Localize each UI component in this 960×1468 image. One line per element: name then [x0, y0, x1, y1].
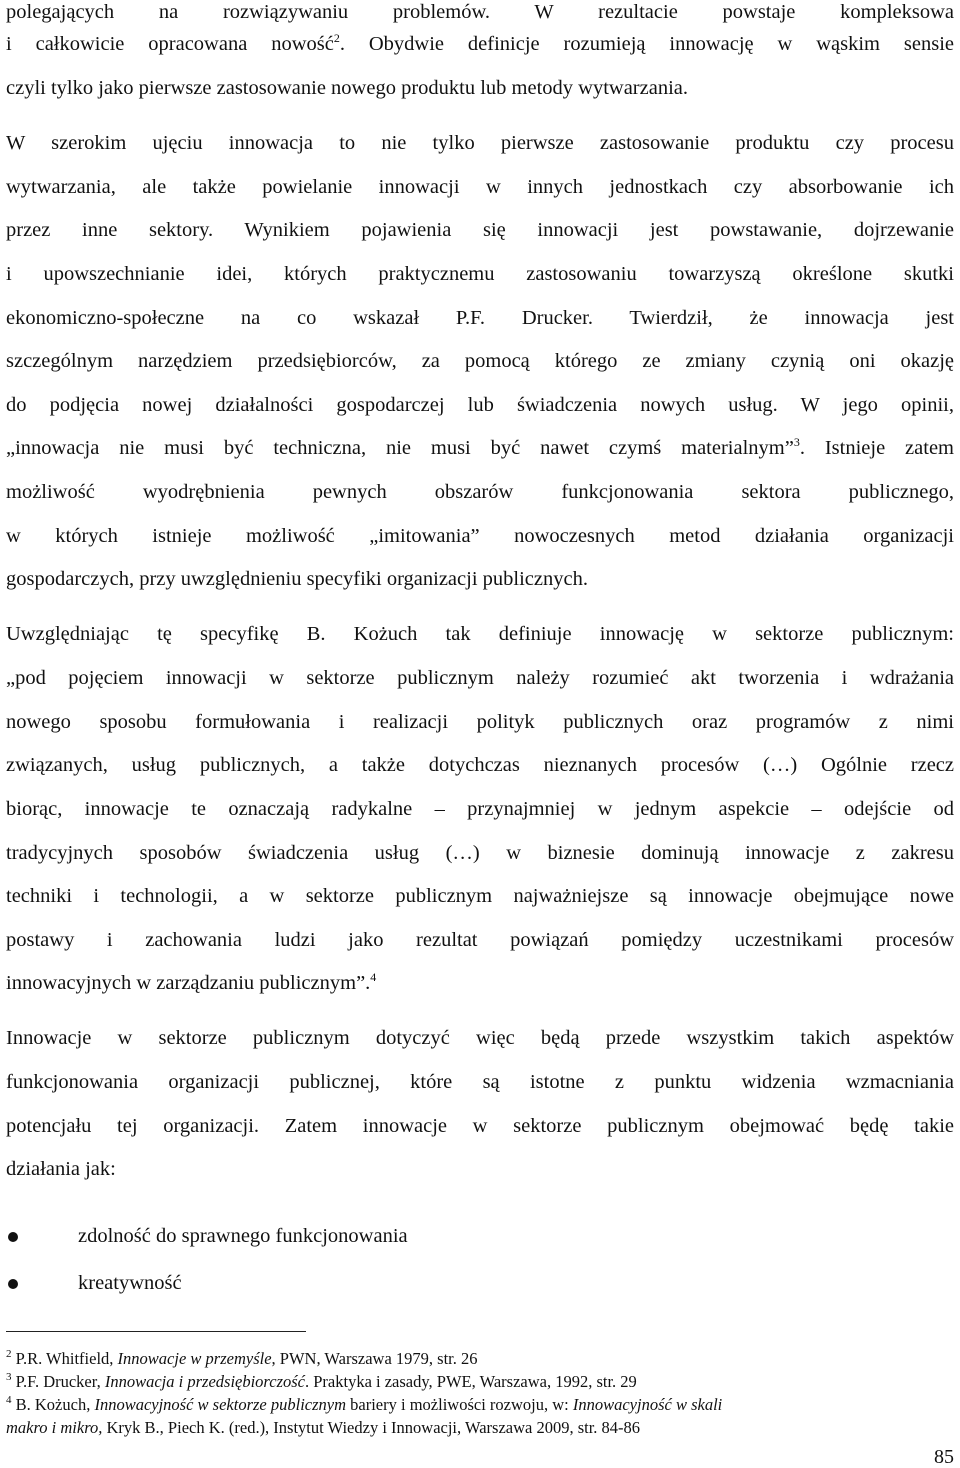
- text-line: możliwość wyodrębnienia pewnych obszarów funkcjonowania sektora publicznego,: [6, 481, 954, 503]
- footnote-marker: 2: [333, 31, 340, 45]
- text-line: innowacyjnych w zarządzaniu publicznym”.$^4$: [6, 970, 377, 994]
- footnote-line: $^3$ P.F. Drucker, Innowacja i przedsiębiorczość. Praktyka i zasady, PWE, Warszawa, 1992, str. 29: [6, 1371, 637, 1391]
- text-line: potencjału tej organizacji. Zatem innowacje w sektorze publicznym obejmować będę takie: [6, 1115, 954, 1137]
- footnote-line: $^2$ P.R. Whitfield, Innowacje w przemyśle, PWN, Warszawa 1979, str. 26: [6, 1348, 478, 1368]
- footnote-marker: 4: [6, 1394, 12, 1406]
- text-line: funkcjonowania organizacji publicznej, które są istotne z punktu widzenia wzmacniania: [6, 1071, 954, 1093]
- bullet-item: kreatywność: [78, 1272, 182, 1294]
- italic-title: Innowacyjność w sektorze publicznym: [94, 1395, 347, 1414]
- bullet-item: zdolność do sprawnego funkcjonowania: [78, 1225, 408, 1247]
- footnote-marker: 2: [6, 1348, 12, 1360]
- text-line: działania jak:: [6, 1158, 116, 1180]
- text-line: przez inne sektory. Wynikiem pojawienia się innowacji jest powstawanie, dojrzewanie: [6, 219, 954, 241]
- text-line: i upowszechnianie idei, których praktycznemu zastosowaniu towarzyszą określone skutki: [6, 263, 954, 285]
- text-line: techniki i technologii, a w sektorze publicznym najważniejsze są innowacje obejmujące nowe: [6, 885, 954, 907]
- footnote-line: $^4$ B. Kożuch, Innowacyjność w sektorze publicznym bariery i możliwości rozwoju, w: Innowacyjność w skali: [6, 1394, 723, 1414]
- text-line: nowego sposobu formułowania i realizacji polityk publicznych oraz programów z nimi: [6, 711, 954, 733]
- italic-title: Innowacyjność w skali: [572, 1395, 723, 1414]
- footnote-marker: 3: [6, 1371, 12, 1383]
- text-line: tradycyjnych sposobów świadczenia usług (…) w biznesie dominują innowacje z zakresu: [6, 842, 954, 864]
- text-line: gospodarczych, przy uwzględnieniu specyfiki organizacji publicznych.: [6, 568, 588, 590]
- text-line: Innowacje w sektorze publicznym dotyczyć więc będą przede wszystkim takich aspektów: [6, 1027, 954, 1049]
- text-line: związanych, usług publicznych, a także dotychczas nieznanych procesów (…) Ogólnie rzecz: [6, 754, 954, 776]
- text-line: Uwzględniając tę specyfikę B. Kożuch tak definiuje innowację w sektorze publicznym:: [6, 623, 954, 645]
- page-number: 85: [934, 1446, 954, 1468]
- text-line: biorąc, innowacje te oznaczają radykalne – przynajmniej w jednym aspekcie – odejście od: [6, 798, 954, 820]
- bullet-icon: [8, 1232, 18, 1242]
- footnote-marker: 3: [793, 435, 800, 449]
- text-line: i całkowicie opracowana nowość$^2$. Obydwie definicje rozumieją innowację w wąskim sensie: [6, 31, 954, 55]
- text-line: W szerokim ujęciu innowacja to nie tylko pierwsze zastosowanie produktu czy procesu: [6, 132, 954, 154]
- footnote-marker: 4: [370, 970, 377, 984]
- text-line: wytwarzania, ale także powielanie innowacji w innych jednostkach czy absorbowanie ich: [6, 176, 954, 198]
- text-line: szczególnym narzędziem przedsiębiorców, za pomocą którego ze zmiany czynią oni okazję: [6, 350, 954, 372]
- text-line: „innowacja nie musi być techniczna, nie musi być nawet czymś materialnym”$^3$. Istnieje zatem: [6, 435, 954, 459]
- text-line: w których istnieje możliwość „imitowania” nowoczesnych metod działania organizacji: [6, 525, 954, 547]
- text-line: polegających na rozwiązywaniu problemów. W rezultacie powstaje kompleksowa: [6, 1, 954, 23]
- text-line: ekonomiczno-społeczne na co wskazał P.F. Drucker. Twierdził, że innowacja jest: [6, 307, 954, 329]
- bullet-icon: [8, 1279, 18, 1289]
- text-line: postawy i zachowania ludzi jako rezultat powiązań pomiędzy uczestnikami procesów: [6, 929, 954, 951]
- footnote-line: makro i mikro, Kryk B., Piech K. (red.), Instytut Wiedzy i Innowacji, Warszawa 2009, str. 84-86: [6, 1418, 641, 1437]
- text-line: „pod pojęciem innowacji w sektorze publicznym należy rozumieć akt tworzenia i wdrażania: [6, 667, 954, 689]
- italic-title: makro i mikro,: [6, 1418, 103, 1437]
- italic-title: Innowacje w przemyśle: [117, 1349, 272, 1368]
- footnote-separator: [6, 1331, 306, 1332]
- text-line: czyli tylko jako pierwsze zastosowanie nowego produktu lub metody wytwarzania.: [6, 77, 689, 99]
- text-line: do podjęcia nowej działalności gospodarczej lub świadczenia nowych usług. W jego opinii,: [6, 394, 954, 416]
- italic-title: Innowacja i przedsiębiorczość: [104, 1372, 305, 1391]
